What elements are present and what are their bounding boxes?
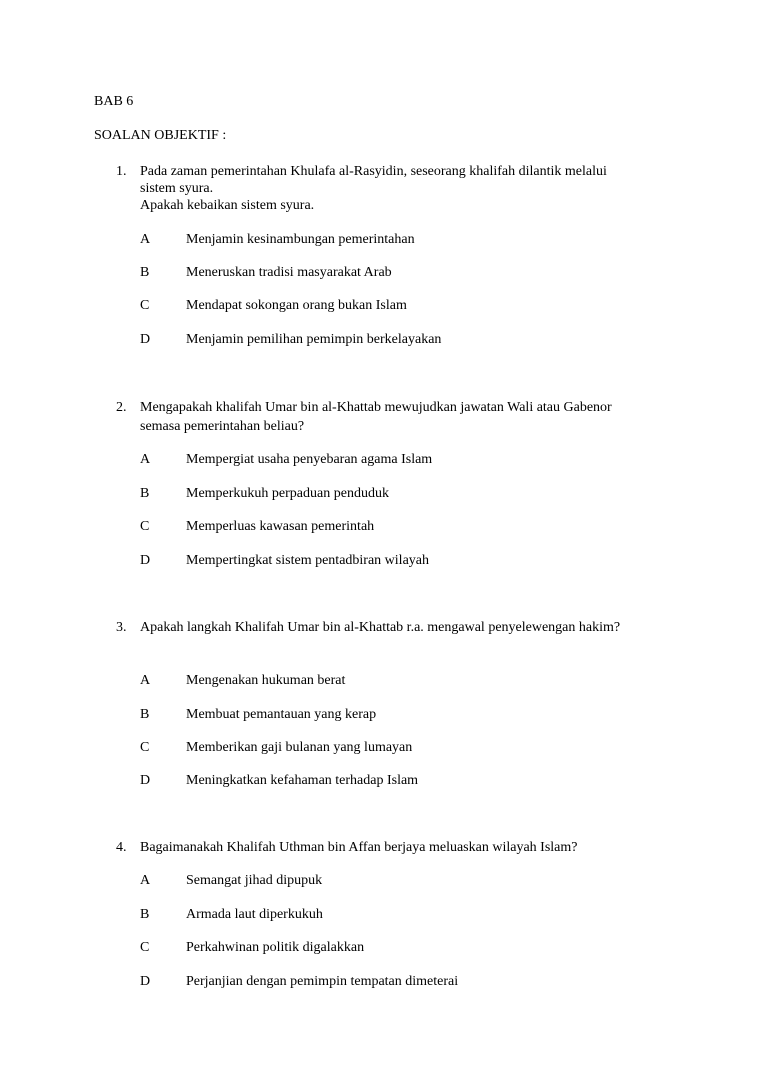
option-text: Mempergiat usaha penyebaran agama Islam <box>186 452 433 467</box>
option-text: Perjanjian dengan pemimpin tempatan dimeterai <box>186 974 459 989</box>
question-text-line: Bagaimanakah Khalifah Uthman bin Affan berjaya meluaskan wilayah Islam? <box>140 840 578 855</box>
option-text: Memperluas kawasan pemerintah <box>186 519 375 534</box>
option-text: Membuat pemantauan yang kerap <box>186 707 377 722</box>
section-heading: SOALAN OBJEKTIF : <box>94 128 227 143</box>
question-text-line: Apakah langkah Khalifah Umar bin al-Khattab r.a. mengawal penyelewengan hakim? <box>140 620 621 635</box>
question-number: 2. <box>116 400 127 415</box>
option-text: Semangat jihad dipupuk <box>186 873 323 888</box>
option-letter: C <box>140 298 150 313</box>
question-text-line: Mengapakah khalifah Umar bin al-Khattab mewujudkan jawatan Wali atau Gabenor <box>140 400 612 415</box>
option-text: Mendapat sokongan orang bukan Islam <box>186 298 407 313</box>
question-text-line: semasa pemerintahan beliau? <box>140 419 305 434</box>
option-letter: A <box>140 873 151 888</box>
option-letter: C <box>140 940 150 955</box>
option-text: Memberikan gaji bulanan yang lumayan <box>186 740 413 755</box>
option-letter: C <box>140 519 150 534</box>
option-letter: A <box>140 232 151 247</box>
option-letter: B <box>140 265 150 280</box>
option-letter: D <box>140 332 151 347</box>
option-text: Armada laut diperkukuh <box>186 907 323 922</box>
question-text-line: Pada zaman pemerintahan Khulafa al-Rasyidin, seseorang khalifah dilantik melalui <box>140 164 607 179</box>
chapter-heading: BAB 6 <box>94 94 134 109</box>
question-number: 1. <box>116 164 127 179</box>
option-text: Perkahwinan politik digalakkan <box>186 940 365 955</box>
option-letter: A <box>140 452 151 467</box>
option-letter: A <box>140 673 151 688</box>
option-text: Mengenakan hukuman berat <box>186 673 346 688</box>
option-text: Memperkukuh perpaduan penduduk <box>186 486 389 501</box>
option-text: Meneruskan tradisi masyarakat Arab <box>186 265 392 280</box>
option-text: Mempertingkat sistem pentadbiran wilayah <box>186 553 429 568</box>
question-text-line: Apakah kebaikan sistem syura. <box>140 198 315 213</box>
option-text: Meningkatkan kefahaman terhadap Islam <box>186 773 419 788</box>
option-letter: D <box>140 773 151 788</box>
question-number: 4. <box>116 840 127 855</box>
option-letter: B <box>140 907 150 922</box>
question-text-line: sistem syura. <box>140 181 214 196</box>
option-text: Menjamin kesinambungan pemerintahan <box>186 232 415 247</box>
option-letter: D <box>140 974 151 989</box>
option-letter: C <box>140 740 150 755</box>
option-text: Menjamin pemilihan pemimpin berkelayakan <box>186 332 442 347</box>
option-letter: B <box>140 707 150 722</box>
question-number: 3. <box>116 620 127 635</box>
option-letter: D <box>140 553 151 568</box>
option-letter: B <box>140 486 150 501</box>
